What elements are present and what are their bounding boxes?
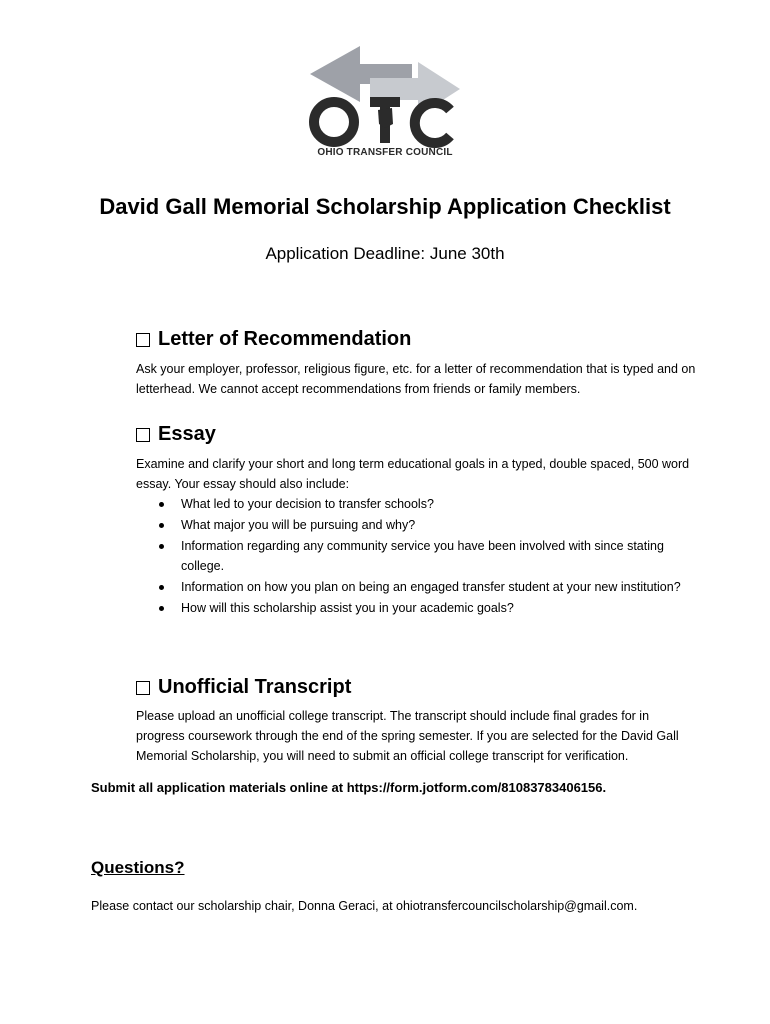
contact-info: Please contact our scholarship chair, Donna Geraci, at ohiotransfercouncilscholarship@gmail.com. xyxy=(91,899,638,913)
list-item: Information on how you plan on being an engaged transfer student at your new institution? xyxy=(136,577,696,597)
bullet-icon xyxy=(159,502,164,507)
otc-logo xyxy=(300,44,470,164)
bullet-icon xyxy=(159,606,164,611)
section-essay-body: Examine and clarify your short and long term educational goals in a typed, double spaced, 500 word essay. Your essay should also include: xyxy=(136,457,690,491)
list-item: What led to your decision to transfer schools? xyxy=(136,494,696,514)
section-letter-title: Letter of Recommendation xyxy=(158,328,412,350)
questions-heading: Questions? xyxy=(91,858,185,877)
bullet-icon xyxy=(159,523,164,528)
checkbox-letter[interactable] xyxy=(136,333,150,347)
section-transcript-heading xyxy=(136,676,351,699)
checkbox-transcript[interactable] xyxy=(136,681,150,695)
list-item: How will this scholarship assist you in your academic goals? xyxy=(136,598,696,618)
section-transcript-title: Unofficial Transcript xyxy=(158,676,352,698)
section-letter-heading xyxy=(136,328,411,351)
bullet-icon xyxy=(159,544,164,549)
page-title: David Gall Memorial Scholarship Application Checklist xyxy=(99,194,671,219)
bullet-icon xyxy=(159,585,164,590)
list-item: Information regarding any community service you have been involved with since stating college. xyxy=(136,536,696,576)
application-deadline: Application Deadline: June 30th xyxy=(265,244,505,263)
section-letter-body: Ask your employer, professor, religious figure, etc. for a letter of recommendation that is typed and on letterhead. We cannot accept recommendations from friends or family members. xyxy=(136,362,696,396)
section-essay-title: Essay xyxy=(158,423,216,445)
list-item: What major you will be pursuing and why? xyxy=(136,515,696,535)
logo-caption: OHIO TRANSFER COUNCIL xyxy=(317,147,453,158)
submit-instructions: Submit all application materials online at https://form.jotform.com/81083783406156. xyxy=(91,780,607,795)
section-essay-heading xyxy=(136,423,216,446)
checkbox-essay[interactable] xyxy=(136,428,150,442)
section-transcript-body: Please upload an unofficial college transcript. The transcript should include final grades for in progress coursework through the end of the spring semester. If you are selected for the David Gall Memorial Scholarship, you will need to submit an official college transcript for verification. xyxy=(136,709,679,763)
essay-bullet-list xyxy=(136,494,696,619)
